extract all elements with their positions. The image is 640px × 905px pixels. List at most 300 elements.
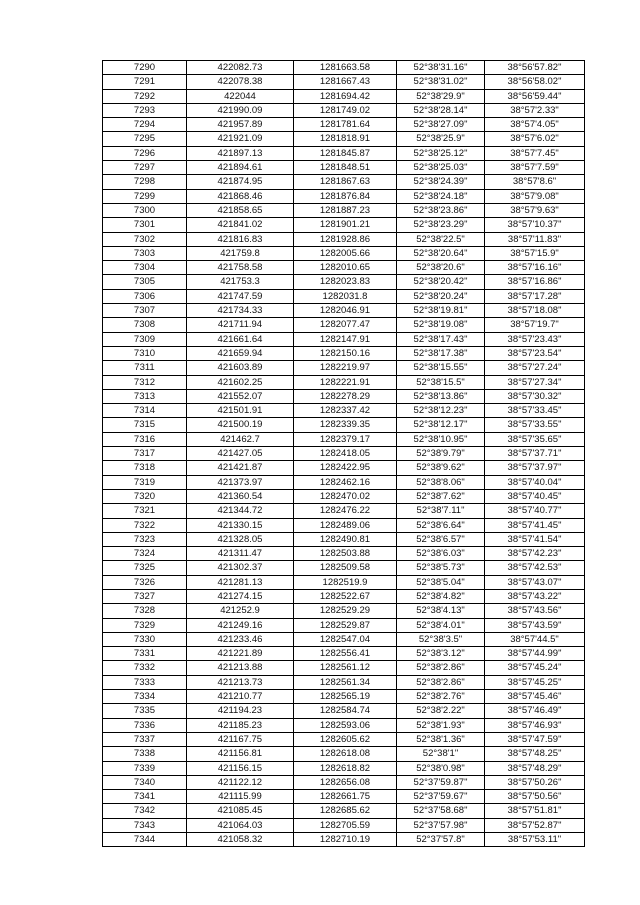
latitude-cell: 52°38'4.82" [397,589,485,603]
table-row [103,790,585,804]
point-number-cell: 7320 [103,489,187,503]
table-row [103,561,585,575]
y-coordinate-cell: 1282379.17 [294,432,397,446]
x-coordinate-cell: 421249.16 [187,618,294,632]
longitude-cell: 38°57'23.43" [485,332,585,346]
y-coordinate-cell: 1282150.16 [294,346,397,360]
latitude-cell: 52°38'15.55" [397,361,485,375]
table-row [103,318,585,332]
latitude-cell: 52°37'59.67" [397,790,485,804]
table-row [103,261,585,275]
longitude-cell: 38°57'42.23" [485,547,585,561]
point-number-cell: 7318 [103,461,187,475]
latitude-cell: 52°38'4.01" [397,618,485,632]
y-coordinate-cell: 1281667.43 [294,75,397,89]
x-coordinate-cell: 421500.19 [187,418,294,432]
longitude-cell: 38°57'45.24" [485,661,585,675]
point-number-cell: 7312 [103,375,187,389]
latitude-cell: 52°38'20.6" [397,261,485,275]
latitude-cell: 52°38'15.5" [397,375,485,389]
y-coordinate-cell: 1282221.91 [294,375,397,389]
table-row [103,461,585,475]
y-coordinate-cell: 1282418.05 [294,447,397,461]
table-row [103,818,585,832]
table-row [103,618,585,632]
point-number-cell: 7340 [103,775,187,789]
longitude-cell: 38°57'45.25" [485,675,585,689]
latitude-cell: 52°38'2.22" [397,704,485,718]
point-number-cell: 7314 [103,404,187,418]
longitude-cell: 38°57'44.99" [485,647,585,661]
latitude-cell: 52°38'2.86" [397,675,485,689]
point-number-cell: 7310 [103,346,187,360]
x-coordinate-cell: 421360.54 [187,489,294,503]
x-coordinate-cell: 421344.72 [187,504,294,518]
table-row [103,718,585,732]
y-coordinate-cell: 1281901.21 [294,218,397,232]
y-coordinate-cell: 1281694.42 [294,89,397,103]
latitude-cell: 52°38'12.17" [397,418,485,432]
y-coordinate-cell: 1281749.02 [294,103,397,117]
x-coordinate-cell: 421221.89 [187,647,294,661]
table-row [103,375,585,389]
y-coordinate-cell: 1282661.75 [294,790,397,804]
longitude-cell: 38°57'11.83" [485,232,585,246]
longitude-cell: 38°57'50.26" [485,775,585,789]
x-coordinate-cell: 421816.83 [187,232,294,246]
latitude-cell: 52°38'7.11" [397,504,485,518]
point-number-cell: 7308 [103,318,187,332]
y-coordinate-cell: 1282046.91 [294,304,397,318]
point-number-cell: 7322 [103,518,187,532]
y-coordinate-cell: 1282618.08 [294,747,397,761]
latitude-cell: 52°38'6.03" [397,547,485,561]
y-coordinate-cell: 1282710.19 [294,833,397,847]
longitude-cell: 38°57'19.7" [485,318,585,332]
point-number-cell: 7297 [103,161,187,175]
table-row [103,761,585,775]
point-number-cell: 7315 [103,418,187,432]
latitude-cell: 52°38'23.29" [397,218,485,232]
point-number-cell: 7342 [103,804,187,818]
longitude-cell: 38°57'40.77" [485,504,585,518]
latitude-cell: 52°38'19.08" [397,318,485,332]
point-number-cell: 7334 [103,690,187,704]
x-coordinate-cell: 421156.15 [187,761,294,775]
point-number-cell: 7311 [103,361,187,375]
latitude-cell: 52°38'24.39" [397,175,485,189]
latitude-cell: 52°38'1.93" [397,718,485,732]
longitude-cell: 38°57'8.6" [485,175,585,189]
latitude-cell: 52°38'31.16" [397,61,485,75]
longitude-cell: 38°57'46.49" [485,704,585,718]
latitude-cell: 52°38'3.5" [397,632,485,646]
x-coordinate-cell: 421252.9 [187,604,294,618]
longitude-cell: 38°57'48.29" [485,761,585,775]
latitude-cell: 52°38'20.24" [397,289,485,303]
latitude-cell: 52°38'25.03" [397,161,485,175]
point-number-cell: 7290 [103,61,187,75]
point-number-cell: 7306 [103,289,187,303]
x-coordinate-cell: 421874.95 [187,175,294,189]
y-coordinate-cell: 1282565.19 [294,690,397,704]
x-coordinate-cell: 421759.8 [187,246,294,260]
longitude-cell: 38°57'53.11" [485,833,585,847]
table-row [103,775,585,789]
x-coordinate-cell: 421233.46 [187,632,294,646]
y-coordinate-cell: 1282656.08 [294,775,397,789]
y-coordinate-cell: 1282584.74 [294,704,397,718]
x-coordinate-cell: 421210.77 [187,690,294,704]
longitude-cell: 38°57'35.65" [485,432,585,446]
table-row [103,75,585,89]
y-coordinate-cell: 1282593.06 [294,718,397,732]
longitude-cell: 38°57'40.45" [485,489,585,503]
point-number-cell: 7301 [103,218,187,232]
table-row [103,518,585,532]
y-coordinate-cell: 1282077.47 [294,318,397,332]
x-coordinate-cell: 422082.73 [187,61,294,75]
table-row [103,747,585,761]
y-coordinate-cell: 1282476.22 [294,504,397,518]
x-coordinate-cell: 421758.58 [187,261,294,275]
y-coordinate-cell: 1282219.97 [294,361,397,375]
point-number-cell: 7343 [103,818,187,832]
latitude-cell: 52°38'5.73" [397,561,485,575]
x-coordinate-cell: 421552.07 [187,389,294,403]
table-row [103,504,585,518]
latitude-cell: 52°38'17.38" [397,346,485,360]
x-coordinate-cell: 421213.88 [187,661,294,675]
y-coordinate-cell: 1282529.29 [294,604,397,618]
table-row [103,675,585,689]
table-row [103,432,585,446]
point-number-cell: 7307 [103,304,187,318]
table-row [103,332,585,346]
longitude-cell: 38°57'27.24" [485,361,585,375]
table-row [103,661,585,675]
table-row [103,604,585,618]
table-row [103,189,585,203]
point-number-cell: 7296 [103,146,187,160]
longitude-cell: 38°57'51.81" [485,804,585,818]
longitude-cell: 38°57'41.45" [485,518,585,532]
latitude-cell: 52°38'25.9" [397,132,485,146]
longitude-cell: 38°56'58.02" [485,75,585,89]
longitude-cell: 38°57'37.71" [485,447,585,461]
point-number-cell: 7295 [103,132,187,146]
latitude-cell: 52°38'5.04" [397,575,485,589]
x-coordinate-cell: 421421.87 [187,461,294,475]
y-coordinate-cell: 1282561.12 [294,661,397,675]
latitude-cell: 52°38'2.76" [397,690,485,704]
point-number-cell: 7341 [103,790,187,804]
latitude-cell: 52°38'20.42" [397,275,485,289]
point-number-cell: 7293 [103,103,187,117]
table-row [103,175,585,189]
point-number-cell: 7336 [103,718,187,732]
x-coordinate-cell: 421281.13 [187,575,294,589]
y-coordinate-cell: 1281887.23 [294,203,397,217]
longitude-cell: 38°57'43.22" [485,589,585,603]
table-row [103,833,585,847]
point-number-cell: 7309 [103,332,187,346]
table-row [103,361,585,375]
latitude-cell: 52°38'25.12" [397,146,485,160]
coordinate-table-body [103,61,585,847]
longitude-cell: 38°57'50.56" [485,790,585,804]
latitude-cell: 52°38'12.23" [397,404,485,418]
x-coordinate-cell: 421373.97 [187,475,294,489]
x-coordinate-cell: 421213.73 [187,675,294,689]
x-coordinate-cell: 422078.38 [187,75,294,89]
x-coordinate-cell: 421328.05 [187,532,294,546]
table-row [103,690,585,704]
latitude-cell: 52°38'4.13" [397,604,485,618]
latitude-cell: 52°38'6.64" [397,518,485,532]
y-coordinate-cell: 1281781.64 [294,118,397,132]
coordinate-table [102,60,585,847]
x-coordinate-cell: 421194.23 [187,704,294,718]
longitude-cell: 38°57'48.25" [485,747,585,761]
x-coordinate-cell: 421122.12 [187,775,294,789]
point-number-cell: 7316 [103,432,187,446]
longitude-cell: 38°57'4.05" [485,118,585,132]
latitude-cell: 52°38'28.14" [397,103,485,117]
latitude-cell: 52°38'1" [397,747,485,761]
table-row [103,389,585,403]
latitude-cell: 52°38'2.86" [397,661,485,675]
point-number-cell: 7339 [103,761,187,775]
table-row [103,804,585,818]
y-coordinate-cell: 1282561.34 [294,675,397,689]
latitude-cell: 52°38'20.64" [397,246,485,260]
point-number-cell: 7319 [103,475,187,489]
latitude-cell: 52°38'6.57" [397,532,485,546]
x-coordinate-cell: 421058.32 [187,833,294,847]
x-coordinate-cell: 421427.05 [187,447,294,461]
y-coordinate-cell: 1281876.84 [294,189,397,203]
longitude-cell: 38°57'30.32" [485,389,585,403]
latitude-cell: 52°37'57.98" [397,818,485,832]
x-coordinate-cell: 421167.75 [187,732,294,746]
point-number-cell: 7321 [103,504,187,518]
table-row [103,704,585,718]
latitude-cell: 52°38'17.43" [397,332,485,346]
longitude-cell: 38°57'2.33" [485,103,585,117]
latitude-cell: 52°38'29.9" [397,89,485,103]
table-row [103,632,585,646]
longitude-cell: 38°57'17.28" [485,289,585,303]
coordinate-sheet [102,60,584,847]
longitude-cell: 38°57'41.54" [485,532,585,546]
point-number-cell: 7325 [103,561,187,575]
table-row [103,489,585,503]
longitude-cell: 38°57'43.56" [485,604,585,618]
point-number-cell: 7332 [103,661,187,675]
table-row [103,218,585,232]
latitude-cell: 52°38'23.86" [397,203,485,217]
table-row [103,289,585,303]
y-coordinate-cell: 1282005.66 [294,246,397,260]
table-row [103,418,585,432]
y-coordinate-cell: 1282147.91 [294,332,397,346]
y-coordinate-cell: 1282522.67 [294,589,397,603]
point-number-cell: 7292 [103,89,187,103]
x-coordinate-cell: 421661.64 [187,332,294,346]
y-coordinate-cell: 1281848.51 [294,161,397,175]
x-coordinate-cell: 421156.81 [187,747,294,761]
x-coordinate-cell: 421185.23 [187,718,294,732]
latitude-cell: 52°38'0.98" [397,761,485,775]
latitude-cell: 52°37'57.8" [397,833,485,847]
table-row [103,346,585,360]
table-row [103,547,585,561]
longitude-cell: 38°57'33.55" [485,418,585,432]
x-coordinate-cell: 421311.47 [187,547,294,561]
table-row [103,203,585,217]
y-coordinate-cell: 1281818.91 [294,132,397,146]
latitude-cell: 52°38'1.36" [397,732,485,746]
x-coordinate-cell: 421894.61 [187,161,294,175]
y-coordinate-cell: 1282509.58 [294,561,397,575]
point-number-cell: 7313 [103,389,187,403]
longitude-cell: 38°57'42.53" [485,561,585,575]
table-row [103,589,585,603]
y-coordinate-cell: 1282705.59 [294,818,397,832]
latitude-cell: 52°38'8.06" [397,475,485,489]
x-coordinate-cell: 421115.99 [187,790,294,804]
x-coordinate-cell: 421841.02 [187,218,294,232]
latitude-cell: 52°38'31.02" [397,75,485,89]
latitude-cell: 52°38'13.86" [397,389,485,403]
y-coordinate-cell: 1282547.04 [294,632,397,646]
longitude-cell: 38°57'9.08" [485,189,585,203]
point-number-cell: 7338 [103,747,187,761]
latitude-cell: 52°38'27.09" [397,118,485,132]
point-number-cell: 7344 [103,833,187,847]
longitude-cell: 38°57'47.59" [485,732,585,746]
x-coordinate-cell: 421957.89 [187,118,294,132]
table-row [103,246,585,260]
table-row [103,404,585,418]
longitude-cell: 38°57'27.34" [485,375,585,389]
longitude-cell: 38°57'43.07" [485,575,585,589]
x-coordinate-cell: 421603.89 [187,361,294,375]
longitude-cell: 38°57'9.63" [485,203,585,217]
x-coordinate-cell: 421602.25 [187,375,294,389]
longitude-cell: 38°56'59.44" [485,89,585,103]
latitude-cell: 52°38'9.79" [397,447,485,461]
y-coordinate-cell: 1282470.02 [294,489,397,503]
latitude-cell: 52°38'3.12" [397,647,485,661]
point-number-cell: 7305 [103,275,187,289]
y-coordinate-cell: 1282337.42 [294,404,397,418]
x-coordinate-cell: 421734.33 [187,304,294,318]
y-coordinate-cell: 1282519.9 [294,575,397,589]
point-number-cell: 7337 [103,732,187,746]
point-number-cell: 7323 [103,532,187,546]
x-coordinate-cell: 421330.15 [187,518,294,532]
point-number-cell: 7331 [103,647,187,661]
y-coordinate-cell: 1282422.95 [294,461,397,475]
point-number-cell: 7335 [103,704,187,718]
latitude-cell: 52°38'24.18" [397,189,485,203]
table-row [103,89,585,103]
point-number-cell: 7327 [103,589,187,603]
point-number-cell: 7298 [103,175,187,189]
x-coordinate-cell: 421921.09 [187,132,294,146]
latitude-cell: 52°38'22.5" [397,232,485,246]
x-coordinate-cell: 421659.94 [187,346,294,360]
x-coordinate-cell: 421711.94 [187,318,294,332]
table-row [103,532,585,546]
y-coordinate-cell: 1282490.81 [294,532,397,546]
y-coordinate-cell: 1282618.82 [294,761,397,775]
table-row [103,304,585,318]
longitude-cell: 38°57'16.16" [485,261,585,275]
y-coordinate-cell: 1282489.06 [294,518,397,532]
point-number-cell: 7300 [103,203,187,217]
y-coordinate-cell: 1282503.88 [294,547,397,561]
y-coordinate-cell: 1281928.86 [294,232,397,246]
table-row [103,161,585,175]
x-coordinate-cell: 422044 [187,89,294,103]
table-row [103,232,585,246]
table-row [103,275,585,289]
longitude-cell: 38°57'10.37" [485,218,585,232]
longitude-cell: 38°57'44.5" [485,632,585,646]
latitude-cell: 52°37'59.87" [397,775,485,789]
point-number-cell: 7326 [103,575,187,589]
longitude-cell: 38°57'45.46" [485,690,585,704]
point-number-cell: 7317 [103,447,187,461]
y-coordinate-cell: 1282031.8 [294,289,397,303]
point-number-cell: 7333 [103,675,187,689]
latitude-cell: 52°38'7.62" [397,489,485,503]
x-coordinate-cell: 421274.15 [187,589,294,603]
point-number-cell: 7291 [103,75,187,89]
y-coordinate-cell: 1282023.83 [294,275,397,289]
point-number-cell: 7329 [103,618,187,632]
x-coordinate-cell: 421868.46 [187,189,294,203]
longitude-cell: 38°56'57.82" [485,61,585,75]
table-row [103,146,585,160]
y-coordinate-cell: 1281867.63 [294,175,397,189]
longitude-cell: 38°57'37.97" [485,461,585,475]
y-coordinate-cell: 1282685.62 [294,804,397,818]
longitude-cell: 38°57'16.86" [485,275,585,289]
x-coordinate-cell: 421501.91 [187,404,294,418]
point-number-cell: 7294 [103,118,187,132]
latitude-cell: 52°38'19.81" [397,304,485,318]
y-coordinate-cell: 1282010.65 [294,261,397,275]
x-coordinate-cell: 421302.37 [187,561,294,575]
longitude-cell: 38°57'46.93" [485,718,585,732]
longitude-cell: 38°57'40.04" [485,475,585,489]
y-coordinate-cell: 1282339.35 [294,418,397,432]
x-coordinate-cell: 421858.65 [187,203,294,217]
table-row [103,103,585,117]
x-coordinate-cell: 421064.03 [187,818,294,832]
table-row [103,132,585,146]
table-row [103,647,585,661]
latitude-cell: 52°38'10.95" [397,432,485,446]
longitude-cell: 38°57'7.59" [485,161,585,175]
point-number-cell: 7302 [103,232,187,246]
table-row [103,475,585,489]
longitude-cell: 38°57'15.9" [485,246,585,260]
